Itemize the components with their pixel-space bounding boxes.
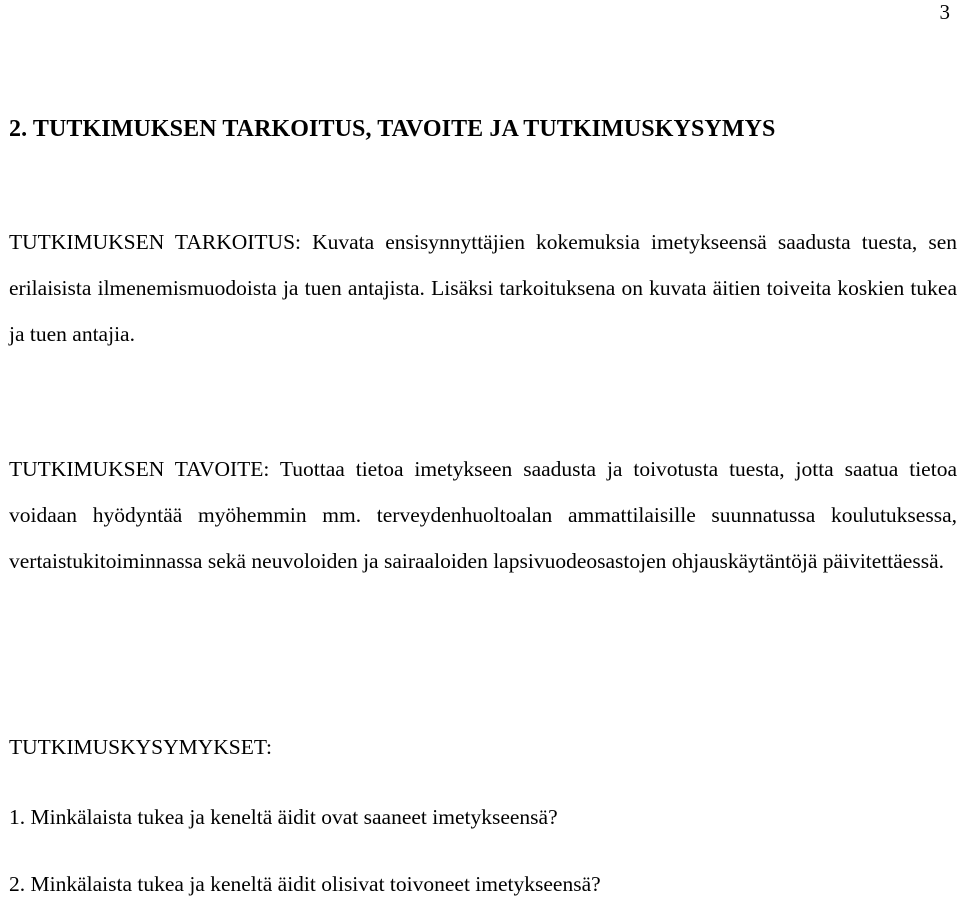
research-question-1: 1. Minkälaista tukea ja keneltä äidit ovat saaneet imetykseensä?: [9, 805, 558, 829]
questions-heading: TUTKIMUSKYSYMYKSET:: [9, 735, 272, 759]
goal-label: TUTKIMUKSEN TAVOITE:: [9, 457, 270, 481]
page-number: 3: [939, 0, 950, 24]
purpose-text: Kuvata ensisynnyttäjien kokemuksia imetykseensä saadusta tuesta, sen erilaisista ilmenemismuodoista ja tuen antajista. Lisäksi tarkoituksena on kuvata äitien toiveita koskien tukea ja tuen antajia.: [9, 230, 958, 346]
research-question-2: 2. Minkälaista tukea ja keneltä äidit olisivat toivoneet imetykseensä?: [9, 872, 601, 896]
purpose-label: TUTKIMUKSEN TARKOITUS:: [9, 230, 302, 254]
goal-text: Tuottaa tietoa imetykseen saadusta ja toivotusta tuesta, jotta saatua tietoa voidaan hyödyntää myöhemmin mm. terveydenhuoltoalan ammattilaisille suunnatussa koulutuksessa, vertaistukitoiminnassa sekä neuvoloiden ja sairaaloiden lapsivuodeosastojen ohjauskäytäntöjä päivitettäessä.: [9, 457, 957, 573]
section-heading: 2. TUTKIMUKSEN TARKOITUS, TAVOITE JA TUTKIMUSKYSYMYS: [9, 116, 776, 142]
purpose-paragraph: [9, 219, 957, 357]
goal-paragraph: [9, 446, 957, 584]
